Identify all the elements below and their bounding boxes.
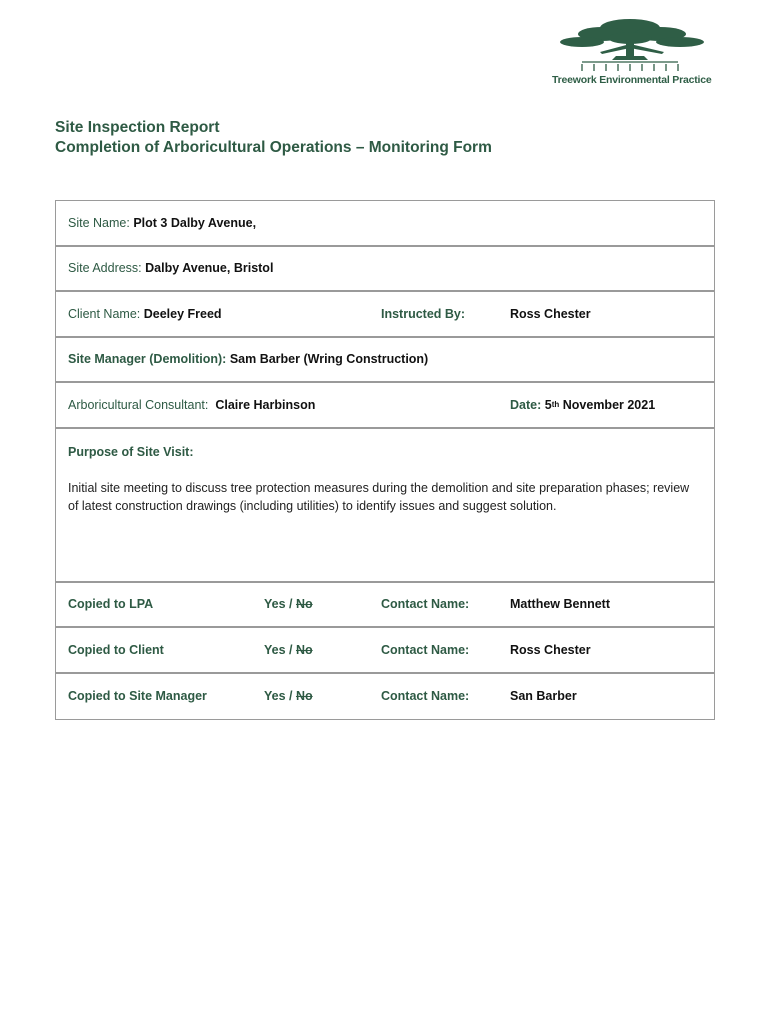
copied-lpa-yes: Yes / [264, 597, 293, 612]
org-name: Treework Environmental Practice [552, 74, 712, 86]
site-manager-row [56, 338, 714, 384]
copied-site-manager-label: Copied to Site Manager [68, 689, 207, 704]
copied-site-manager-row [56, 674, 714, 720]
site-address-label: Site Address: [68, 261, 142, 276]
copied-lpa-row [56, 583, 714, 629]
site-address-value: Dalby Avenue, Bristol [145, 261, 274, 276]
report-title: Site Inspection Report [55, 119, 220, 136]
copied-client-label: Copied to Client [68, 642, 164, 657]
tree-icon [552, 14, 708, 72]
site-name-label: Site Name: [68, 215, 130, 230]
client-name-value: Deeley Freed [143, 306, 222, 321]
date-day: 5 [544, 397, 552, 412]
consultant-row: Arboricultural Consultant: Claire Harbinson Date: 5 th November 2021 [56, 383, 714, 429]
report-subtitle: Completion of Arboricultural Operations – Monitoring Form [55, 139, 492, 156]
copied-site-manager-no: No [295, 689, 313, 704]
consultant-value: Claire Harbinson [215, 397, 316, 412]
contact-name-value: Matthew Bennett [510, 597, 610, 612]
copied-client-yes: Yes / [264, 642, 293, 657]
purpose-label: Purpose of Site Visit: [68, 444, 194, 459]
contact-name-label: Contact Name: [381, 642, 470, 657]
copied-client-no: No [295, 642, 313, 657]
company-logo [548, 14, 714, 90]
contact-name-value: San Barber [510, 689, 577, 704]
client-row [56, 292, 714, 338]
instructed-by-label: Instructed By: [381, 306, 466, 321]
contact-name-label: Contact Name: [381, 689, 470, 704]
instructed-by-value: Ross Chester [510, 306, 591, 321]
purpose-row [56, 429, 714, 583]
consultant-label: Arboricultural Consultant: [68, 397, 209, 412]
site-name-value: Plot 3 Dalby Avenue, [133, 215, 257, 230]
client-name-label: Client Name: [68, 306, 141, 321]
date-label: Date: [510, 397, 542, 412]
report-title-block [55, 118, 492, 158]
purpose-text: Initial site meeting to discuss tree protection measures during the demolition and site preparation phases; review of latest construction drawings (including utilities) to identify issues and suggest solution. [68, 480, 690, 513]
copied-client-row [56, 628, 714, 674]
copied-lpa-no: No [295, 597, 313, 612]
contact-name-value: Ross Chester [510, 642, 591, 657]
monitoring-form [55, 200, 715, 720]
copied-lpa-label: Copied to LPA [68, 597, 154, 612]
site-name-row [56, 201, 714, 247]
site-address-row [56, 247, 714, 293]
site-manager-value: Sam Barber (Wring Construction) [229, 352, 429, 367]
date-rest: November 2021 [562, 397, 656, 412]
contact-name-label: Contact Name: [381, 597, 470, 612]
site-manager-label: Site Manager (Demolition): [68, 352, 227, 367]
copied-site-manager-yes: Yes / [264, 689, 293, 704]
